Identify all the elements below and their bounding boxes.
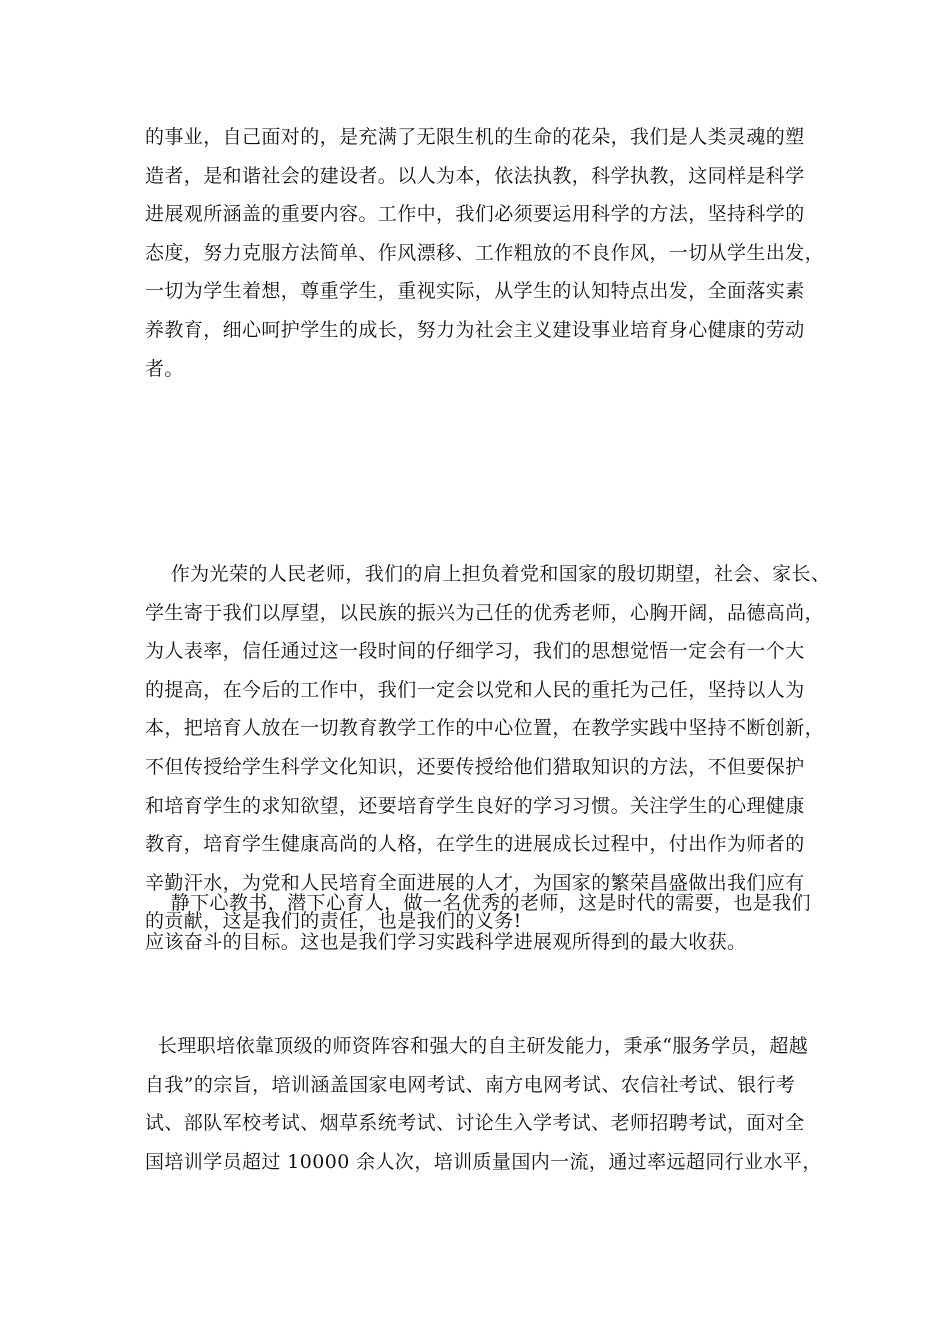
text-line: 的提高，在今后的工作中，我们一定会以党和人民的重托为己任，坚持以人为	[145, 678, 805, 701]
text-line: 者。	[145, 357, 184, 380]
text-line: 辛勤汗水，为党和人民培育全面进展的人才，为国家的繁荣昌盛做出我们应有	[145, 871, 805, 894]
text-line: 教育，培育学生健康高尚的人格，在学生的进展成长过程中，付出作为师者的	[145, 833, 805, 856]
text-line: 应该奋斗的目标。这也是我们学习实践科学进展观所得到的最大收获。	[145, 930, 747, 953]
text-line: 自我”的宗旨，培训涵盖国家电网考试、南方电网考试、农信社考试、银行考	[145, 1073, 796, 1096]
text-line: 静下心教书，潜下心育人，做一名优秀的老师，这是时代的需要，也是我们	[145, 892, 811, 914]
text-line: 作为光荣的人民老师，我们的肩上担负着党和国家的殷切期望，社会、家长、	[145, 563, 831, 585]
text-line: 国培训学员超过 10000 余人次，培训质量国内一流，通过率远超同行业水平，	[145, 1150, 822, 1173]
text-line: 为人表率，信任通过这一段时间的仔细学习，我们的思想觉悟一定会有一个大	[145, 640, 805, 663]
text-line: 试、部队军校考试、烟草系统考试、讨论生入学考试、老师招聘考试，面对全	[145, 1112, 805, 1135]
text-line: 养教育，细心呵护学生的成长，努力为社会主义建设事业培育身心健康的劳动	[145, 318, 805, 341]
text-line: 和培育学生的求知欲望，还要培育学生良好的学习习惯。关注学生的心理健康	[145, 794, 805, 817]
text-line: 态度，努力克服方法简单、作风漂移、工作粗放的不良作风，一切从学生出发，	[145, 241, 825, 264]
text-line: 的贡献，这是我们的责任，也是我们的义务!	[145, 910, 522, 933]
text-line: 造者，是和谐社会的建设者。以人为本，依法执教，科学执教，这同样是科学	[145, 164, 805, 187]
text-line: 学生寄于我们以厚望，以民族的振兴为己任的优秀老师，心胸开阔，品德高尚，	[145, 601, 825, 624]
text-line: 本，把培育人放在一切教育教学工作的中心位置，在教学实践中坚持不断创新，	[145, 717, 825, 740]
paragraph-4	[145, 1027, 825, 1181]
text-line: 长理职培依靠顶级的师资阵容和强大的自主研发能力，秉承“服务学员，超越	[145, 1035, 809, 1057]
paragraph-3	[145, 884, 825, 961]
paragraph-1	[145, 118, 825, 388]
text-line: 不但传授给学生科学文化知识，还要传授给他们猎取知识的方法，不但要保护	[145, 755, 805, 778]
text-line: 一切为学生着想，尊重学生，重视实际，从学生的认知特点出发，全面落实素	[145, 280, 805, 303]
text-line: 的事业，自己面对的，是充满了无限生机的生命的花朵，我们是人类灵魂的塑	[145, 126, 805, 148]
text-line: 进展观所涵盖的重要内容。工作中，我们必须要运用科学的方法，坚持科学的	[145, 203, 805, 226]
